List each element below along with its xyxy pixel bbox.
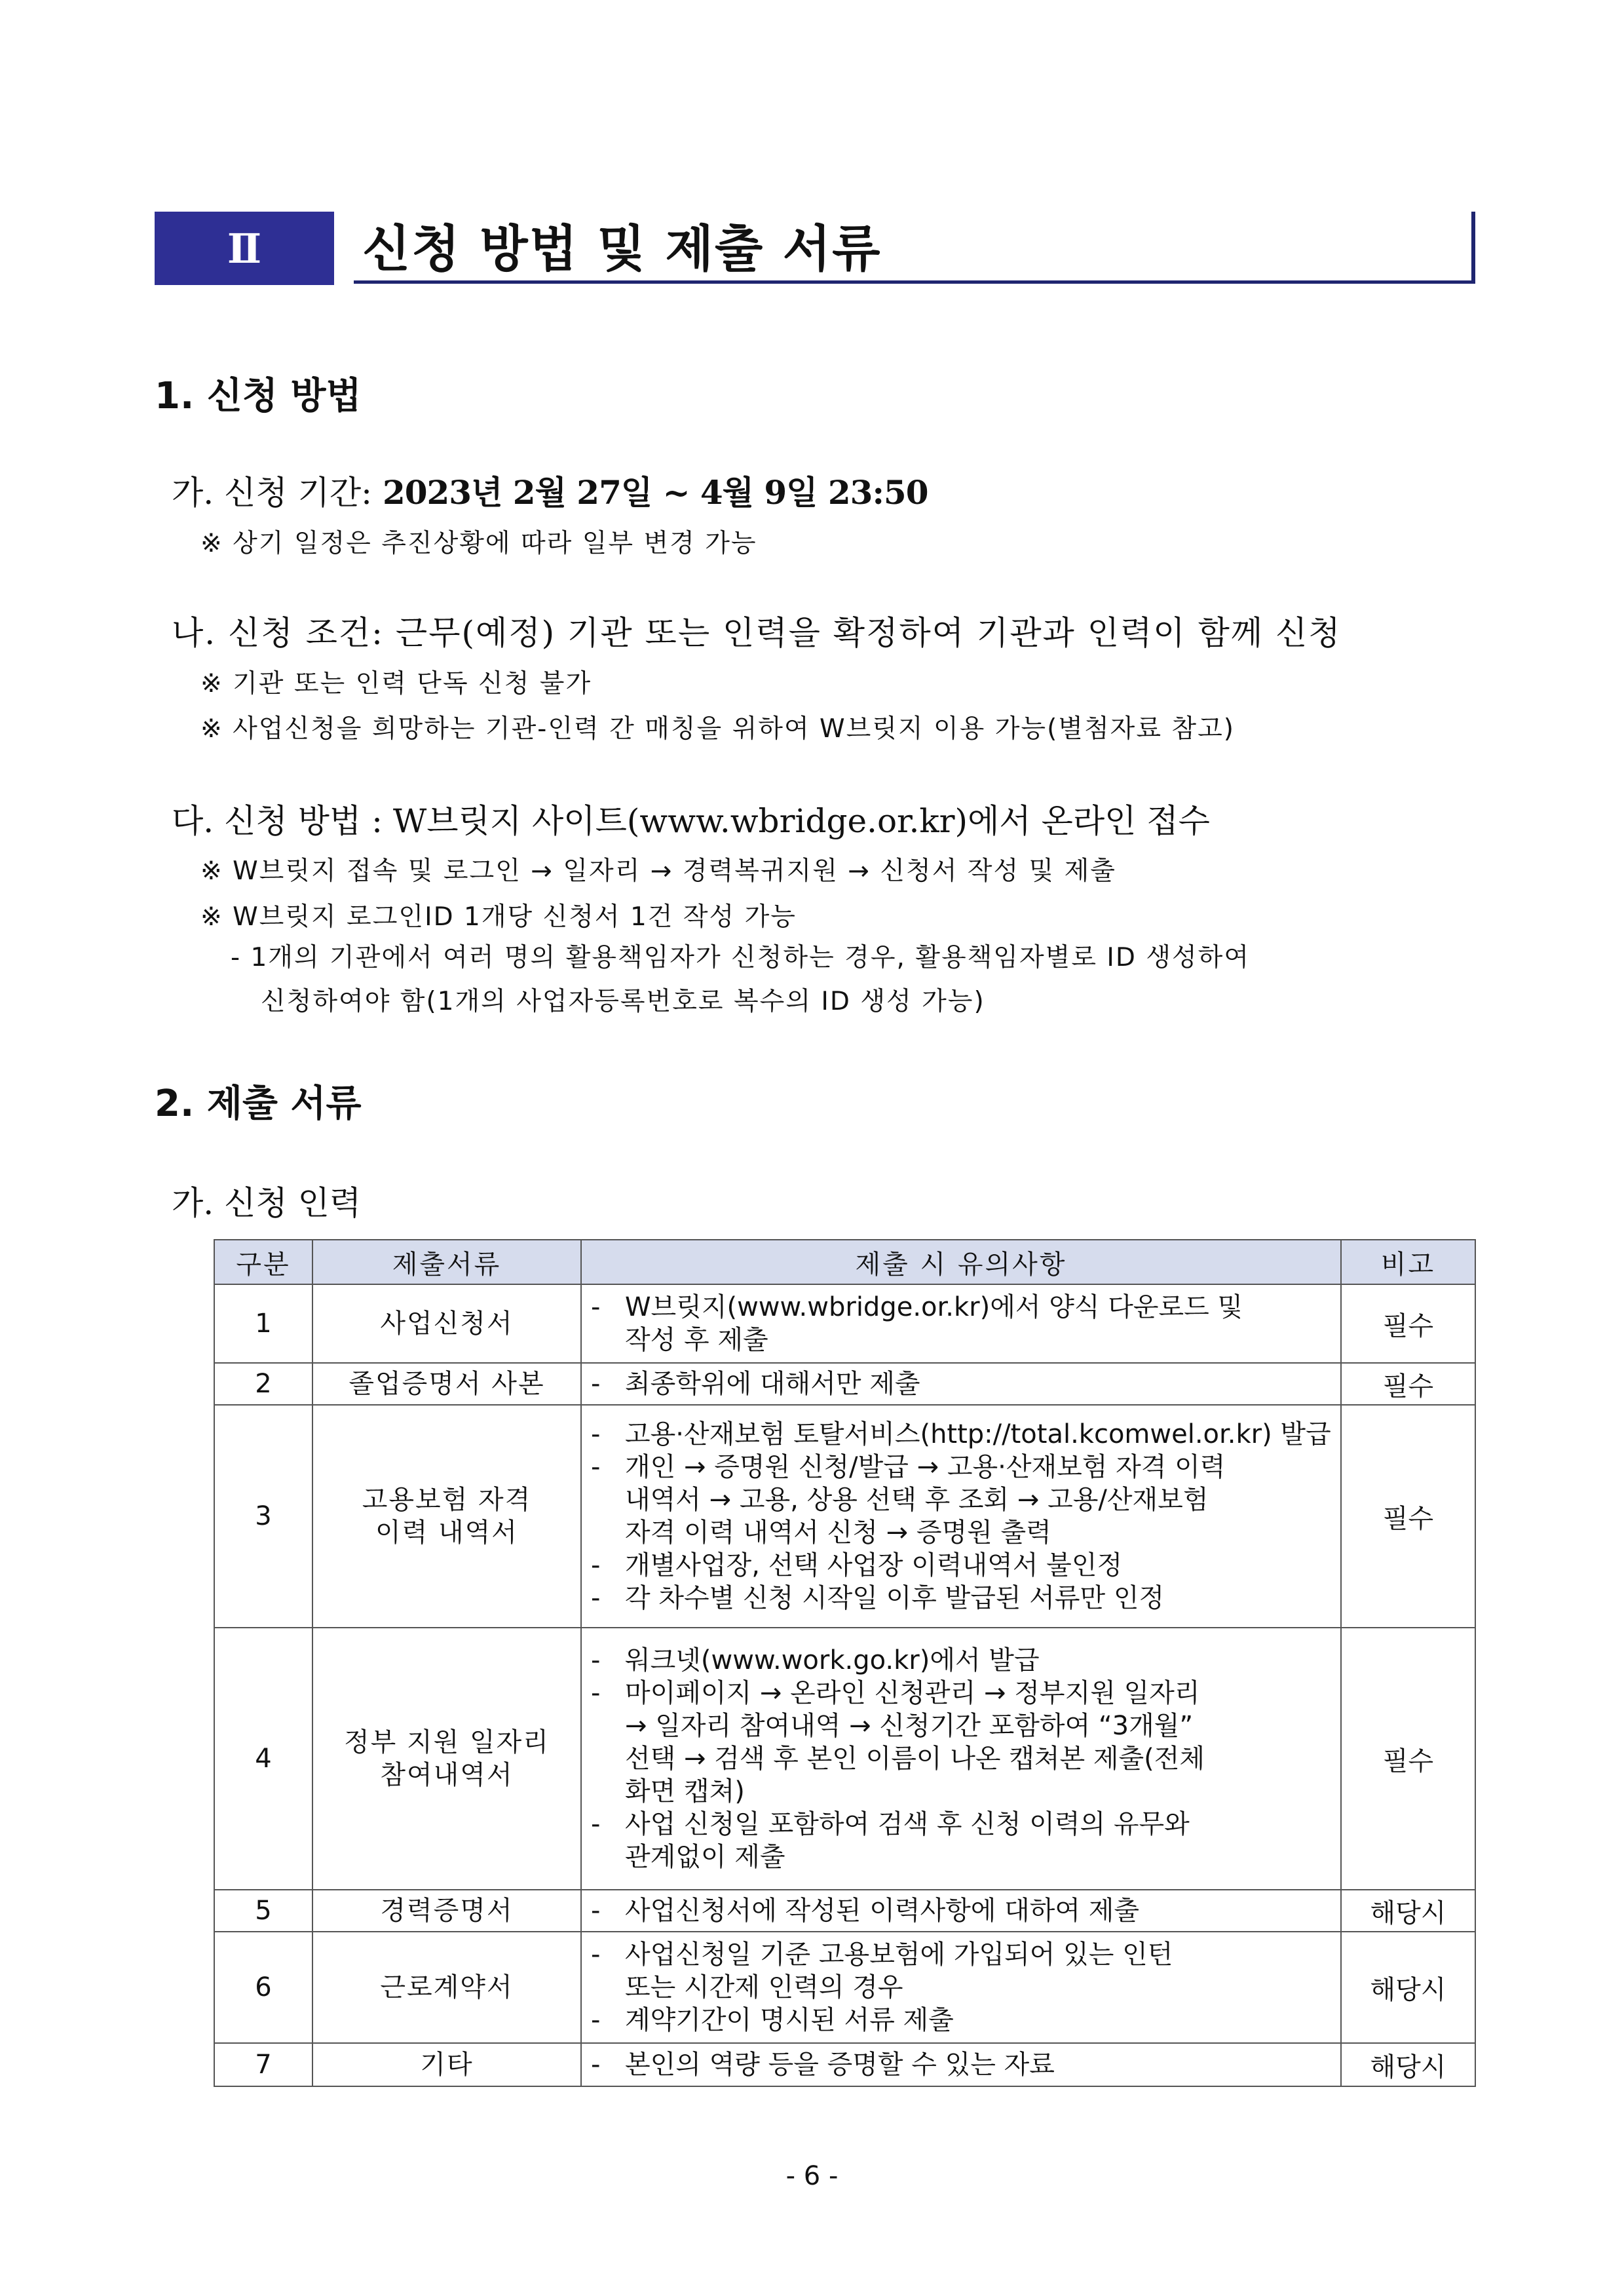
table-row [214,1932,1475,2043]
document-name: 고용보험 자격 이력 내역서 [312,1405,581,1628]
table-row [214,1405,1475,1628]
document-name: 기타 [312,2043,581,2086]
document-notes [581,1932,1341,2043]
note-bullet [591,1516,625,1549]
note-bullet [591,1841,625,1873]
chapter-underline [354,280,1475,284]
chapter-number-box: Ⅱ [155,212,334,285]
note-bullet: - [591,1452,601,1482]
note-text: 내역서 → 고용, 상용 선택 후 조회 → 고용/산재보험 [625,1485,1209,1515]
remark: 필수 [1341,1363,1475,1405]
note-bullet: - [591,1292,601,1322]
note-line [591,1710,1331,1742]
note-bullet [591,1710,625,1742]
note-line [591,1894,1331,1927]
note-line [591,1418,1331,1451]
document-notes [581,1363,1341,1405]
method-note-1: ※ W브릿지 접속 및 로그인 → 일자리 → 경력복귀지원 → 신청서 작성 및 제출 [200,856,1116,886]
table-header-row [214,1240,1475,1284]
row-number: 5 [214,1890,312,1932]
table-row [214,1284,1475,1363]
note-bullet: - [591,1369,601,1399]
note-line [591,1582,1331,1615]
note-text: 고용·산재보험 토탈서비스(http://total.kcomwel.or.kr) 발급 [625,1419,1331,1449]
note-text: 개별사업장, 선택 사업장 이력내역서 불인정 [625,1550,1123,1580]
method-line: 다. 신청 방법 : W브릿지 사이트(www.wbridge.or.kr)에서 온라인 접수 [172,802,1210,840]
note-bullet: - [591,1940,601,1970]
section2-subtitle: 가. 신청 인력 [172,1184,362,1222]
note-line [591,1451,1331,1483]
table-row [214,1628,1475,1890]
row-number: 7 [214,2043,312,2086]
period-line [172,467,928,514]
section2-title: 2. 제출 서류 [155,1082,362,1125]
condition-note-2: ※ 사업신청을 희망하는 기관-인력 간 매칭을 위하여 W브릿지 이용 가능(별첨자료 참고) [200,714,1235,744]
chapter-right-bar [1471,212,1475,284]
note-text: 마이페이지 → 온라인 신청관리 → 정부지원 일자리 [625,1678,1200,1708]
note-line [591,1644,1331,1677]
method-sub-2: 신청하여야 함(1개의 사업자등록번호로 복수의 ID 생성 가능) [261,987,985,1016]
row-number: 6 [214,1932,312,2043]
document-name: 정부 지원 일자리 참여내역서 [312,1628,581,1890]
row-number: 1 [214,1284,312,1363]
remark: 필수 [1341,1284,1475,1363]
document-name: 졸업증명서 사본 [312,1363,581,1405]
row-number: 4 [214,1628,312,1890]
note-text: 각 차수별 신청 시작일 이후 발급된 서류만 인정 [625,1583,1165,1613]
remark: 필수 [1341,1405,1475,1628]
note-bullet: - [591,1583,601,1613]
note-line [591,1841,1331,1873]
note-line [591,1483,1331,1516]
page-number: - 6 - [785,2161,839,2191]
note-bullet [591,1483,625,1516]
note-text: → 일자리 참여내역 → 신청기간 포함하여 “3개월” [625,1711,1194,1741]
period-label: 가. 신청 기간: [172,474,373,512]
period-note: ※ 상기 일정은 추진상황에 따라 일부 변경 가능 [200,529,757,558]
note-text: 사업신청일 기준 고용보험에 가입되어 있는 인턴 [625,1940,1173,1970]
period-value: 2023년 2월 27일 ~ 4월 9일 23:50 [382,473,928,512]
documents-table [214,1239,1476,2087]
note-bullet: - [591,1645,601,1675]
table-row [214,1363,1475,1405]
note-bullet: - [591,2005,601,2035]
condition-line: 나. 신청 조건: 근무(예정) 기관 또는 인력을 확정하여 기관과 인력이 함께 신청 [172,614,1342,652]
note-line [591,1742,1331,1775]
note-line [591,1549,1331,1582]
header-notes: 제출 시 유의사항 [581,1240,1341,1284]
header-remark: 비고 [1341,1240,1475,1284]
note-bullet: - [591,1809,601,1839]
note-text: 사업신청서에 작성된 이력사항에 대하여 제출 [625,1896,1140,1926]
remark: 필수 [1341,1628,1475,1890]
note-bullet: - [591,1550,601,1580]
row-number: 3 [214,1405,312,1628]
note-text: 자격 이력 내역서 신청 → 증명원 출력 [625,1518,1051,1548]
table-row [214,2043,1475,2086]
document-notes [581,1405,1341,1628]
note-line [591,1368,1331,1400]
table-row [214,1890,1475,1932]
header-document: 제출서류 [312,1240,581,1284]
note-line [591,1971,1331,2004]
note-bullet: - [591,2050,601,2080]
note-bullet: - [591,1678,601,1708]
condition-note-1: ※ 기관 또는 인력 단독 신청 불가 [200,669,592,698]
note-text: 또는 시간제 인력의 경우 [625,1972,903,2002]
note-line [591,1775,1331,1808]
table-body [214,1284,1475,2086]
remark: 해당시 [1341,1932,1475,2043]
document-name: 근로계약서 [312,1932,581,2043]
note-text: 관계없이 제출 [625,1842,785,1872]
note-text: 선택 → 검색 후 본인 이름이 나온 캡쳐본 제출(전체 [625,1744,1205,1774]
note-line [591,1677,1331,1710]
note-line [591,1291,1331,1324]
document-notes [581,1628,1341,1890]
note-line [591,2004,1331,2037]
note-bullet [591,1971,625,2004]
method-note-2: ※ W브릿지 로그인ID 1개당 신청서 1건 작성 가능 [200,902,797,932]
note-bullet [591,1324,625,1356]
note-line [591,2048,1331,2081]
note-line [591,1324,1331,1356]
note-text: 본인의 역량 등을 증명할 수 있는 자료 [625,2050,1055,2080]
document-notes [581,1284,1341,1363]
document-name: 경력증명서 [312,1890,581,1932]
row-number: 2 [214,1363,312,1405]
note-text: W브릿지(www.wbridge.or.kr)에서 양식 다운로드 및 [625,1292,1243,1322]
remark: 해당시 [1341,2043,1475,2086]
note-bullet: - [591,1419,601,1449]
note-text: 사업 신청일 포함하여 검색 후 신청 이력의 유무와 [625,1809,1190,1839]
note-bullet [591,1742,625,1775]
note-bullet: - [591,1896,601,1926]
header-category: 구분 [214,1240,312,1284]
note-line [591,1516,1331,1549]
note-text: 최종학위에 대해서만 제출 [625,1369,920,1399]
document-name: 사업신청서 [312,1284,581,1363]
note-text: 화면 캡쳐) [625,1776,745,1807]
note-line [591,1808,1331,1841]
remark: 해당시 [1341,1890,1475,1932]
document-notes [581,1890,1341,1932]
chapter-title: 신청 방법 및 제출 서류 [362,220,882,278]
note-text: 워크넷(www.work.go.kr)에서 발급 [625,1645,1040,1675]
note-text: 작성 후 제출 [625,1325,768,1355]
note-text: 개인 → 증명원 신청/발급 → 고용·산재보험 자격 이력 [625,1452,1226,1482]
method-sub-1: - 1개의 기관에서 여러 명의 활용책임자가 신청하는 경우, 활용책임자별로 ID 생성하여 [231,943,1251,972]
section1-title: 1. 신청 방법 [155,375,362,417]
note-bullet [591,1775,625,1808]
note-line [591,1938,1331,1971]
note-text: 계약기간이 명시된 서류 제출 [625,2005,954,2035]
document-notes [581,2043,1341,2086]
